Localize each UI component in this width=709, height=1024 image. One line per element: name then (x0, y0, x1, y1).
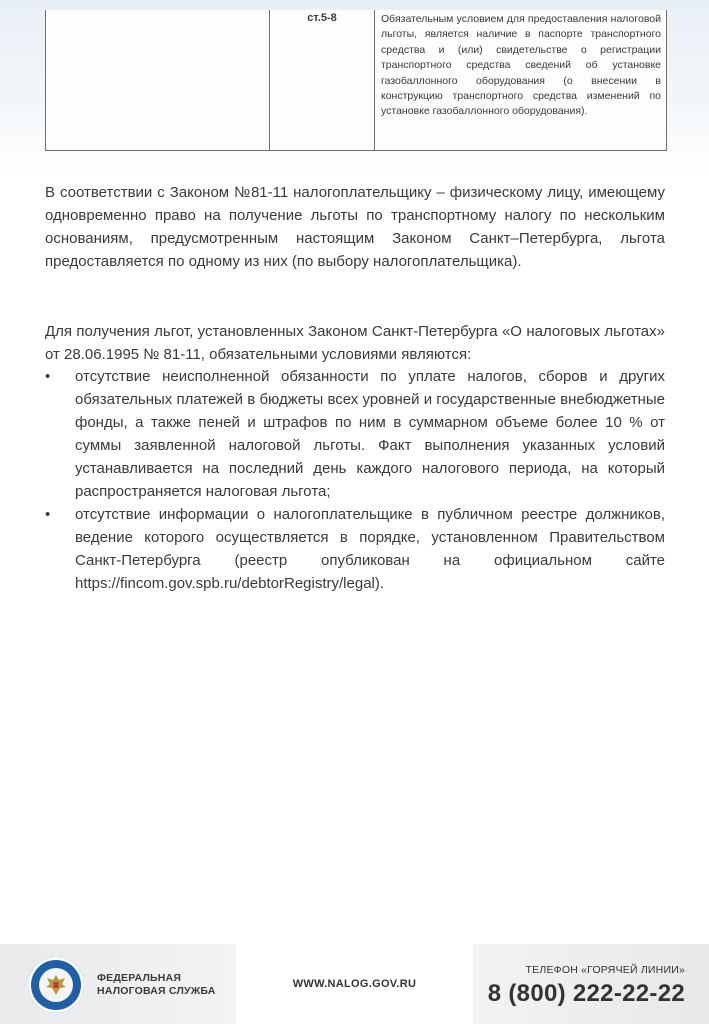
fns-emblem-icon (28, 957, 84, 1013)
table-cell-condition: Обязательным условием для предоставления налоговой льготы, является наличие в паспорте транспортного средства и (или) свидетельстве о регистрации транспортного средства сведений об установке газобаллонного оборудования (о внесении в конструкцию транспортного средства изменений по установке газобаллонного оборудования). (381, 13, 661, 118)
paragraph-single-benefit: В соответствии с Законом №81-11 налогоплательщику – физическому лицу, имеющему одновременно право на получение льготы по транспортному налогу по нескольким основаниям, предусмотренным настоящим Законом Санкт–Петербурга, льгота предоставляется по одному из них (по выбору налогоплательщика). (45, 184, 665, 270)
eagle-icon (43, 972, 69, 998)
benefits-table-fragment (45, 10, 667, 151)
agency-name (97, 972, 216, 998)
agency-name-line1: ФЕДЕРАЛЬНАЯ (97, 972, 182, 984)
list-item (45, 503, 665, 595)
list-item-text: отсутствие информации о налогоплательщике в публичном реестре должников, ведение которого осуществляется в порядке, установленном Правительством Санкт-Петербурга (реестр опубликован на официальном сайте https://fincom.gov.spb.ru/debtorRegistry/legal). (75, 506, 665, 592)
page-footer (0, 944, 709, 1024)
list-item-text: отсутствие неисполненной обязанности по уплате налогов, сборов и других обязательных платежей в бюджеты всех уровней и государственные внебюджетные фонды, а также пеней и штрафов по ним в суммарном объеме более 10 % от суммы заявленной налоговой льготы. Факт выполнения указанных условий устанавливается на последний день каждого налогового периода, на который распространяется налоговая льгота; (75, 368, 665, 500)
paragraph-conditions-intro: Для получения льгот, установленных Законом Санкт-Петербурга «О налоговых льготах» от 28.06.1995 № 81-11, обязательными условиями являются: (45, 323, 665, 363)
bullet-icon: • (45, 506, 51, 523)
agency-name-line2: НАЛОГОВАЯ СЛУЖБА (97, 985, 216, 997)
footer-hotline-block (473, 944, 709, 1024)
list-item (45, 365, 665, 503)
website-link[interactable]: WWW.NALOG.GOV.RU (292, 978, 417, 990)
conditions-list (45, 365, 665, 595)
footer-brand-block (0, 944, 236, 1024)
hotline-phone[interactable]: 8 (800) 222-22-22 (487, 980, 685, 1007)
footer-website-block (236, 944, 473, 1024)
table-cell-article: ст.5-8 (270, 10, 375, 150)
table-cell-empty (46, 10, 270, 150)
hotline-label: ТЕЛЕФОН «ГОРЯЧЕЙ ЛИНИИ» (525, 964, 685, 976)
bullet-icon: • (45, 368, 51, 385)
